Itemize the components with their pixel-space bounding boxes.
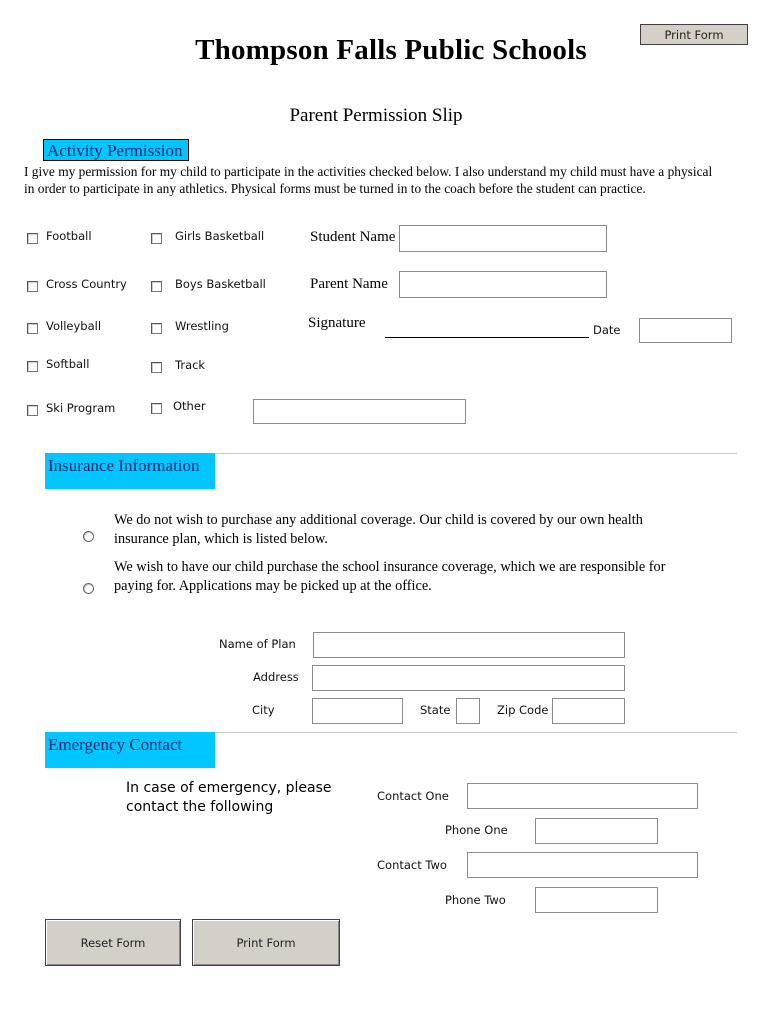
other-activity-input[interactable] [253, 399, 466, 424]
page-title: Thompson Falls Public Schools [195, 34, 587, 66]
contact-two-label: Contact Two [377, 858, 447, 872]
checkbox-label-ski-program: Ski Program [46, 401, 116, 415]
contact-one-input[interactable] [467, 783, 698, 809]
insurance-option-2-text [114, 558, 665, 595]
reset-form-button[interactable]: Reset Form [45, 919, 181, 966]
phone-one-input[interactable] [535, 818, 658, 844]
checkbox-label-football: Football [46, 229, 92, 243]
insurance-option-2-line-1: We wish to have our child purchase the school insurance coverage, which we are responsible for [114, 559, 666, 575]
radio-school-insurance[interactable] [83, 583, 94, 594]
city-label: City [252, 703, 275, 717]
activity-intro-line-1: I give my permission for my child to participate in the activities checked below. I also understand my child must have a physical [24, 164, 713, 179]
address-label: Address [253, 670, 299, 684]
checkbox-cross-country[interactable] [27, 281, 38, 292]
print-form-top-button[interactable]: Print Form [640, 24, 748, 45]
checkbox-wrestling[interactable] [151, 323, 162, 334]
checkbox-label-wrestling: Wrestling [175, 319, 229, 333]
activity-intro-line-2: in order to participate in any athletics. Physical forms must be turned in to the coach before the student can practice. [24, 181, 646, 196]
checkbox-label-other: Other [173, 399, 206, 413]
checkbox-label-softball: Softball [46, 357, 90, 371]
insurance-option-2-line-2: paying for. Applications may be picked up at the office. [114, 577, 432, 594]
checkbox-label-boys-basketball: Boys Basketball [175, 277, 266, 291]
emergency-divider [215, 732, 737, 733]
checkbox-track[interactable] [151, 362, 162, 373]
parent-name-label: Parent Name [310, 276, 388, 292]
student-name-label: Student Name [310, 229, 396, 245]
phone-two-input[interactable] [535, 887, 658, 913]
checkbox-boys-basketball[interactable] [151, 281, 162, 292]
page-subtitle: Parent Permission Slip [289, 105, 463, 126]
contact-two-input[interactable] [467, 852, 698, 878]
checkbox-softball[interactable] [27, 361, 38, 372]
radio-no-additional-coverage[interactable] [83, 531, 94, 542]
checkbox-volleyball[interactable] [27, 323, 38, 334]
insurance-information-heading: Insurance Information [45, 453, 215, 489]
phone-two-label: Phone Two [445, 893, 506, 907]
activity-permission-heading: Activity Permission [43, 139, 189, 161]
state-input[interactable] [456, 698, 480, 724]
checkbox-girls-basketball[interactable] [151, 233, 162, 244]
signature-label: Signature [308, 315, 366, 331]
checkbox-label-volleyball: Volleyball [46, 319, 102, 333]
checkbox-label-track: Track [175, 358, 206, 372]
checkbox-label-cross-country: Cross Country [46, 277, 127, 291]
insurance-divider [215, 453, 737, 454]
emergency-instructions-line-1: In case of emergency, please [126, 780, 332, 796]
zip-code-label: Zip Code [497, 703, 549, 717]
name-of-plan-label: Name of Plan [219, 637, 296, 651]
date-label: Date [593, 323, 621, 337]
address-input[interactable] [312, 665, 625, 691]
checkbox-football[interactable] [27, 233, 38, 244]
student-name-input[interactable] [399, 225, 607, 252]
emergency-instructions [126, 779, 332, 816]
emergency-contact-heading: Emergency Contact [45, 732, 215, 768]
insurance-option-1-line-1: We do not wish to purchase any additional coverage. Our child is covered by our own health [114, 512, 643, 528]
contact-one-label: Contact One [377, 789, 449, 803]
signature-line[interactable] [385, 337, 589, 338]
zip-code-input[interactable] [552, 698, 625, 724]
emergency-instructions-line-2: contact the following [126, 798, 274, 815]
insurance-option-1-text [114, 511, 643, 548]
parent-name-input[interactable] [399, 271, 607, 298]
checkbox-other[interactable] [151, 403, 162, 414]
date-input[interactable] [639, 318, 732, 343]
phone-one-label: Phone One [445, 823, 508, 837]
city-input[interactable] [312, 698, 403, 724]
checkbox-label-girls-basketball: Girls Basketball [175, 229, 265, 243]
insurance-option-1-line-2: insurance plan, which is listed below. [114, 530, 328, 547]
checkbox-ski-program[interactable] [27, 405, 38, 416]
print-form-bottom-button[interactable]: Print Form [192, 919, 340, 966]
name-of-plan-input[interactable] [313, 632, 625, 658]
state-label: State [420, 703, 451, 717]
